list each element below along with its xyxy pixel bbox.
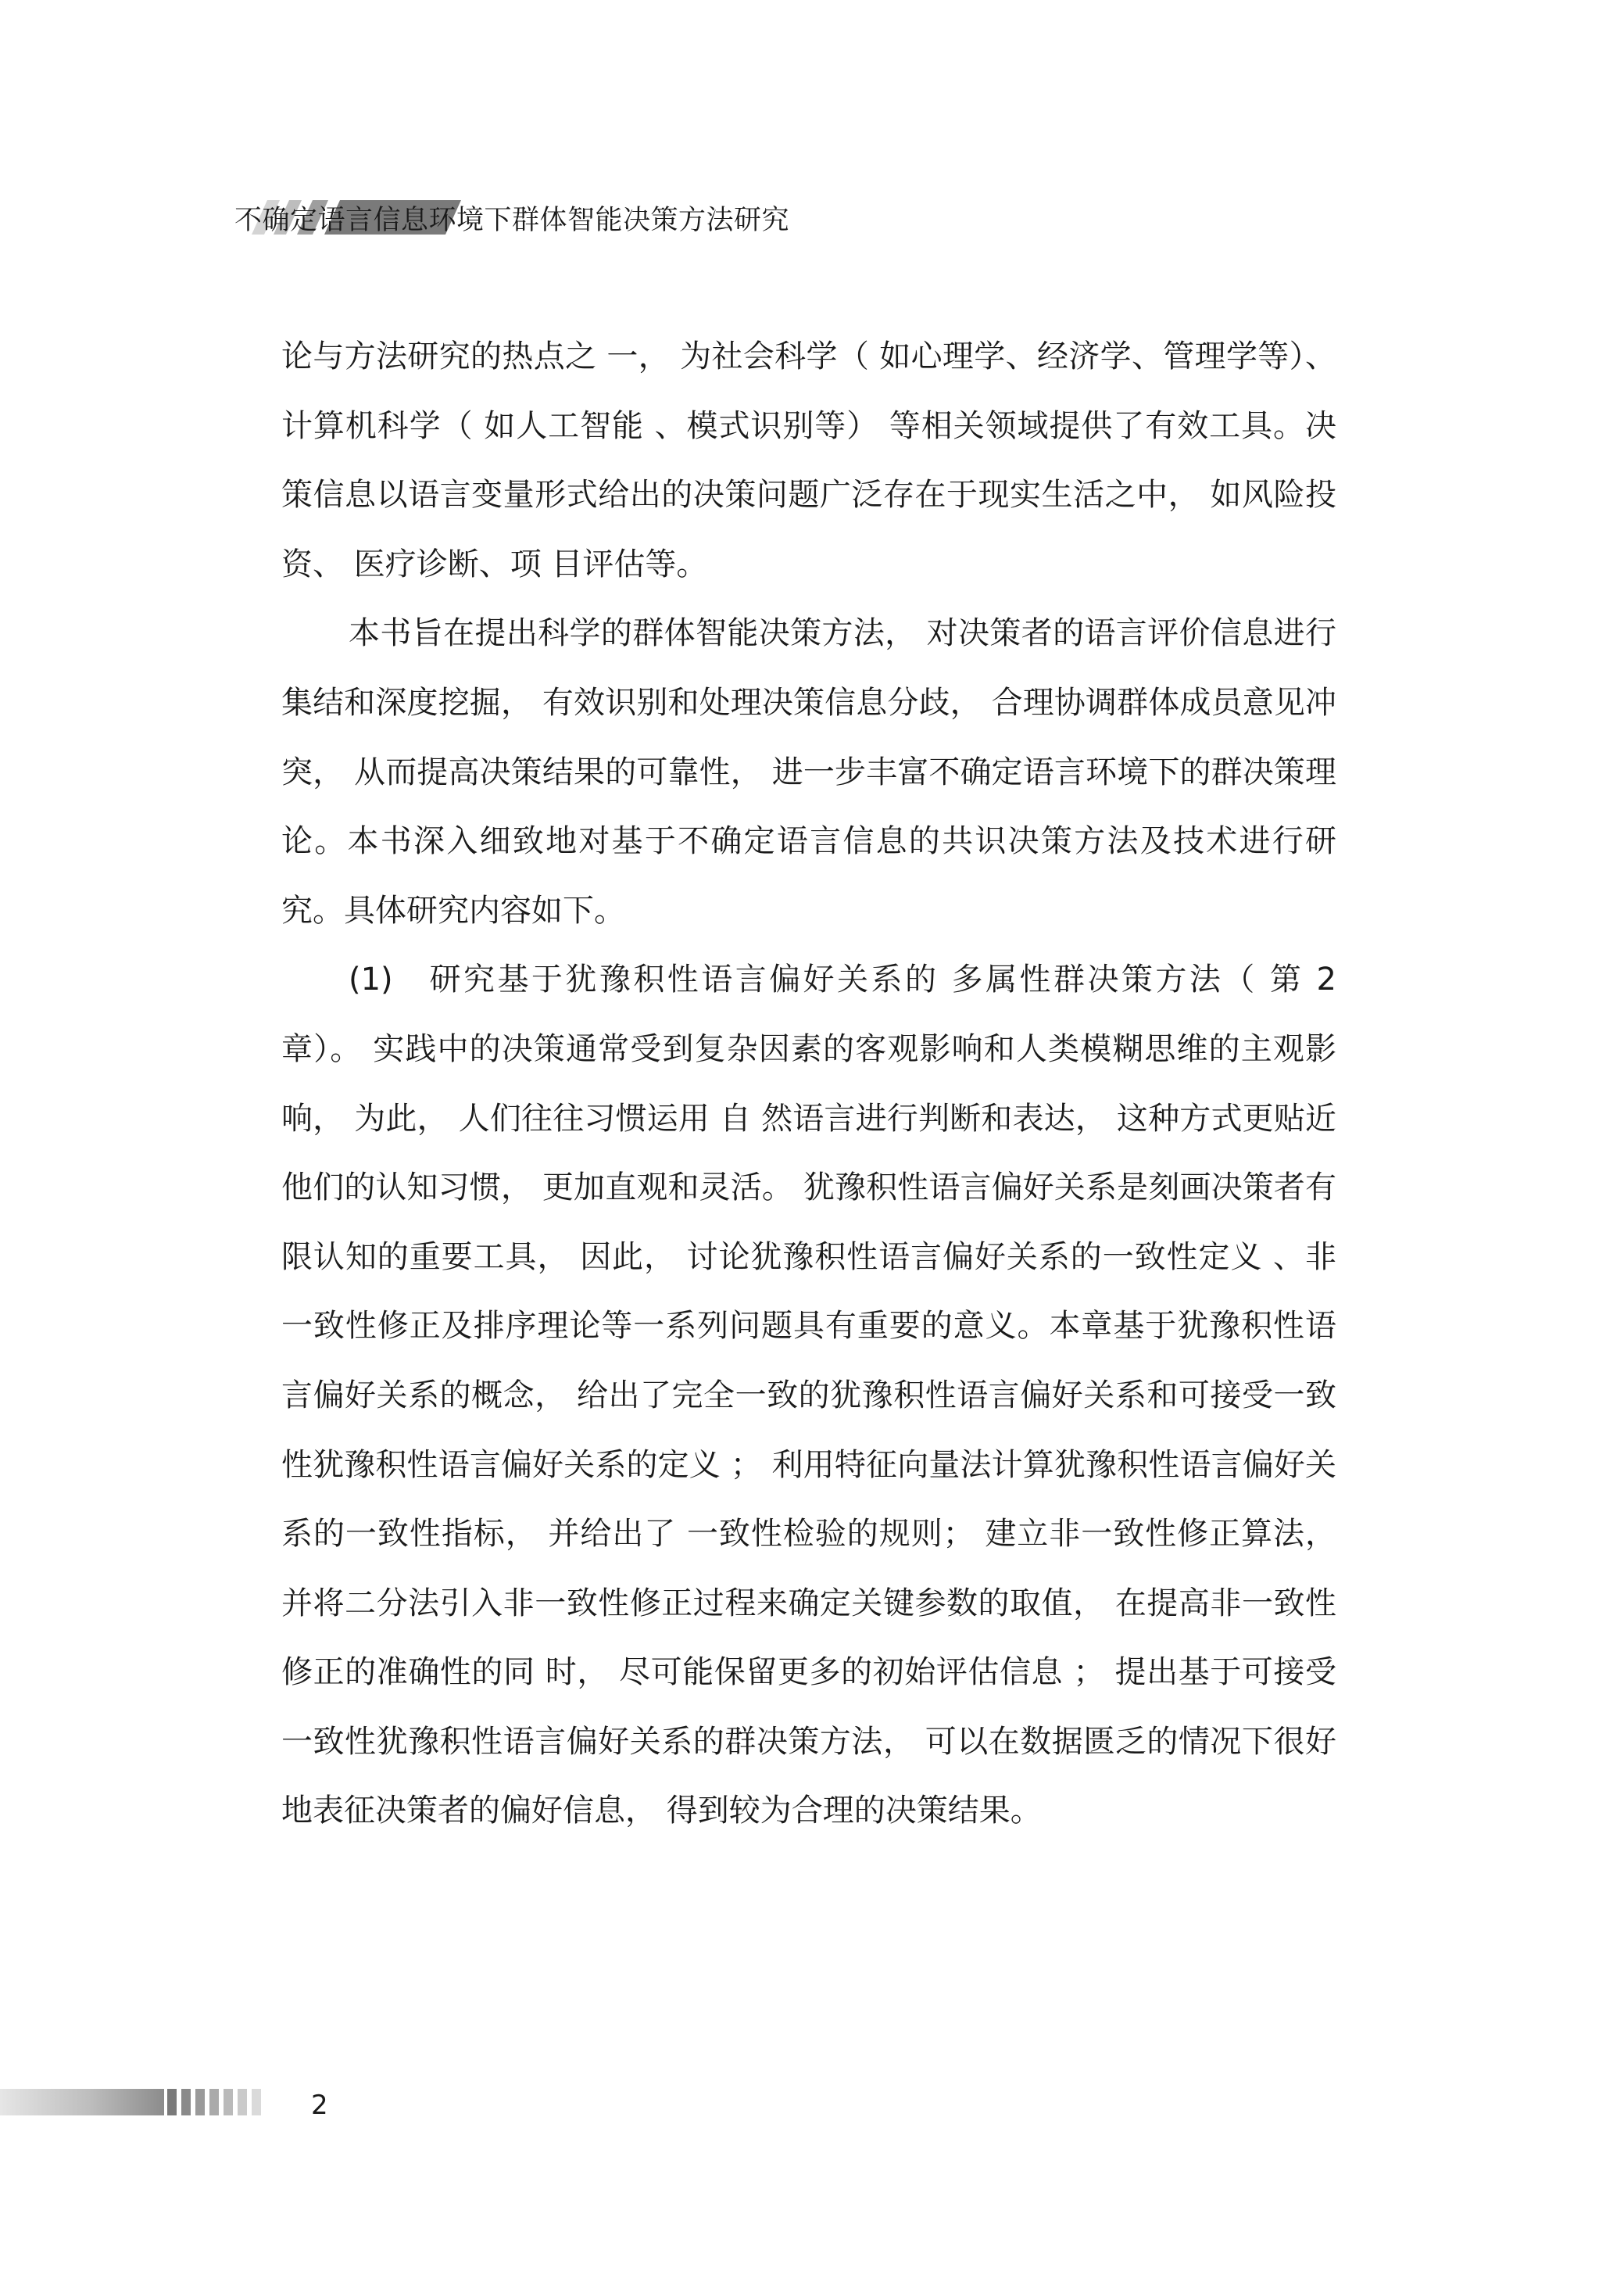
paragraph-research-item-1: (1) 研究基于犹豫积性语言偏好关系的 多属性群决策方法（ 第 2 章）。 实践中的决策通常受到复杂因素的客观影响和人类模糊思维的主观影响， 为此， 人们往往习惯运用 自 然语言进行判断和表达， 这种方式更贴近他们的认知习惯， 更加直观和灵活。 犹豫积性语言偏好关系是刻画决策者有限认知的重要工具， 因此， 讨论犹豫积性语言偏好关系的一致性定义 、非一致性修正及排序理论等一系列问题具有重要的意义。本章基于犹豫积性语言偏好关系的概念， 给出了完全一致的犹豫积性语言偏好关系和可接受一致性犹豫积性语言偏好关系的定义 ； 利用特征向量法计算犹豫积性语言偏好关系的一致性指标， 并给出了 一致性检验的规则； 建立非一致性修正算法， 并将二分法引入非一致性修正过程来确定关键参数的取值， 在提高非一致性修正的准确性的同 时， 尽可能保留更多的初始评估信息 ； 提出基于可接受一致性犹豫积性语言偏好关系的群决策方法， 可以在数据匮乏的情况下很好地表征决策者的偏好信息， 得到较为合理的决策结果。 — [281, 962, 1336, 1829]
footer-decoration — [0, 2089, 328, 2120]
body-text — [281, 322, 1336, 1846]
page-number: 2 — [311, 2090, 328, 2121]
footer-gradient-bar — [0, 2089, 164, 2115]
paragraph-continued: 论与方法研究的热点之 一， 为社会科学（ 如心理学、经济学、管理学等）、计算机科学（ 如人工智能 、模式识别等） 等相关领域提供了有效工具。决策信息以语言变量形式给出的决策问题广泛存在于现实生活之中， 如风险投资、 医疗诊断、项 目评估等。 — [281, 339, 1336, 582]
paragraph-book-aim: 本书旨在提出科学的群体智能决策方法， 对决策者的语言评价信息进行集结和深度挖掘， 有效识别和处理决策信息分歧， 合理协调群体成员意见冲突， 从而提高决策结果的可靠性， 进一步丰富不确定语言环境下的群决策理论。本书深入细致地对基于不确定语言信息的共识决策方法及技术进行研究。具体研究内容如下。 — [281, 615, 1336, 929]
running-header-title: 不确定语言信息环境下群体智能决策方法研究 — [234, 205, 790, 236]
footer-ticks-decoration — [167, 2089, 292, 2115]
